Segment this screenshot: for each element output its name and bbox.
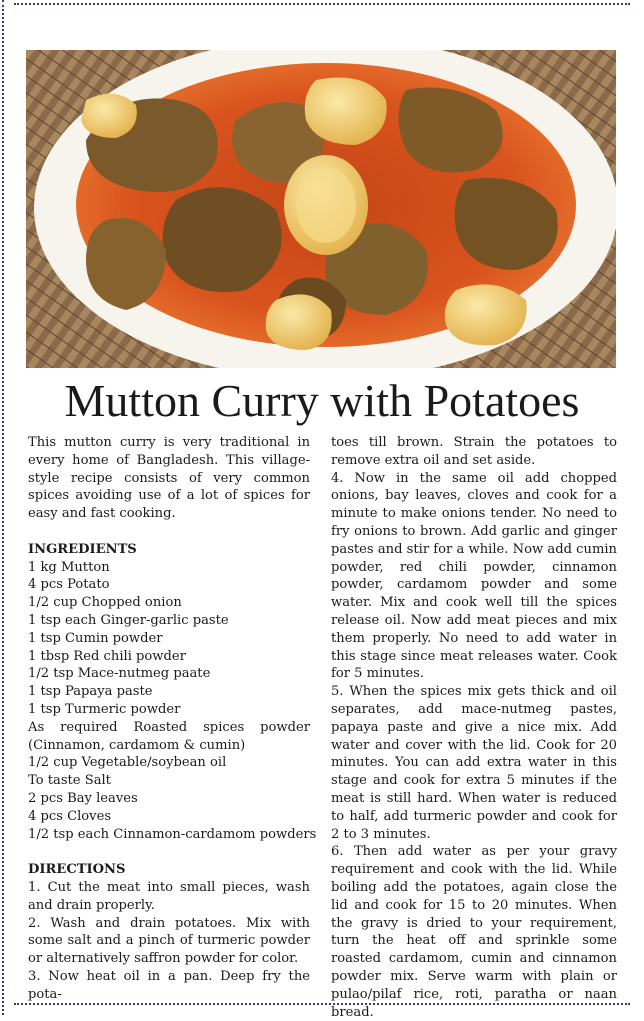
intro-paragraph: This mutton curry is very traditional in every home of Bangladesh. This village-style recipe consists of very common spices avoiding use of a lot of spices for easy and fast cooking.	[28, 435, 310, 522]
recipe-title: Mutton Curry with Potatoes	[64, 375, 580, 426]
left-column	[28, 434, 317, 1004]
curry-illustration	[26, 50, 616, 368]
ingredient-item: 4 pcs Potato	[28, 577, 110, 593]
ingredient-item-roasted-detail: (Cinnamon, cardamom & cumin)	[28, 737, 246, 753]
ingredients-list	[28, 559, 317, 844]
right-column	[331, 434, 617, 1021]
ingredient-item: 1/2 tsp each Cinnamon-cardamom powders	[28, 826, 317, 842]
ingredient-item: To taste Salt	[28, 773, 111, 789]
ingredient-item: 4 pcs Cloves	[28, 808, 112, 824]
left-dotted-border	[2, 0, 4, 1015]
direction-step-3-part1: 3. Now heat oil in a pan. Deep fry the pota-	[28, 968, 310, 1002]
ingredient-item-roasted: As required Roasted spices powder	[28, 719, 310, 735]
top-dotted-border	[14, 3, 630, 5]
curry-photo	[26, 50, 616, 368]
ingredient-item: 1 kg Mutton	[28, 559, 110, 575]
ingredients-heading: INGREDIENTS	[28, 541, 137, 557]
ingredient-item: 1/2 cup Vegetable/soybean oil	[28, 755, 227, 771]
ingredient-item: 1 tsp each Ginger-garlic paste	[28, 612, 229, 628]
direction-step-4: 4. Now in the same oil add chopped onions, bay leaves, cloves and cook for a minute to make onions tender. No need to fry onions to brown. Add garlic and ginger pastes and stir for a while. Now add cumin powder, red chili powder, cinnamon powder, cardamom powder and some water. Mix and cook well till the spices release oil. Now add meat pieces and mix them properly. No need to add water in this stage since meat releases water. Cook for 5 minutes.	[331, 470, 617, 682]
direction-step-2: 2. Wash and drain potatoes. Mix with some salt and a pinch of turmeric powder or alternatively saffron powder for color.	[28, 915, 310, 967]
direction-step-1: 1. Cut the meat into small pieces, wash and drain properly.	[28, 879, 310, 913]
direction-step-5: 5. When the spices mix gets thick and oil separates, add mace-nutmeg pastes, papaya paste and give a nice mix. Add water and cover with the lid. Cook for 20 minutes. You can add extra water in this stage and cook for extra 5 minutes if the meat is still hard. When water is reduced to half, add turmeric powder and cook for 2 to 3 minutes.	[331, 684, 617, 842]
ingredient-item: 1 tsp Papaya paste	[28, 684, 153, 700]
directions-heading: DIRECTIONS	[28, 862, 126, 878]
ingredient-item: 2 pcs Bay leaves	[28, 790, 138, 806]
direction-step-6: 6. Then add water as per your gravy requirement and cook with the lid. While boiling add the potatoes, again close the lid and cook for 15 to 20 minutes. When the gravy is dried to your requirement, turn the heat off and sprinkle some roasted cardamom, cumin and cinnamon powder mix. Serve warm with plain or pulao/pilaf rice, roti, paratha or naan bread.	[331, 844, 617, 1020]
ingredient-item: 1 tsp Cumin powder	[28, 630, 163, 646]
ingredient-item: 1 tbsp Red chili powder	[28, 648, 186, 664]
ingredient-item: 1/2 cup Chopped onion	[28, 595, 182, 611]
direction-step-3-part2: toes till brown. Strain the potatoes to remove extra oil and set aside.	[331, 435, 617, 468]
ingredient-item: 1 tsp Turmeric powder	[28, 701, 181, 717]
ingredient-item: 1/2 tsp Mace-nutmeg paate	[28, 666, 211, 682]
